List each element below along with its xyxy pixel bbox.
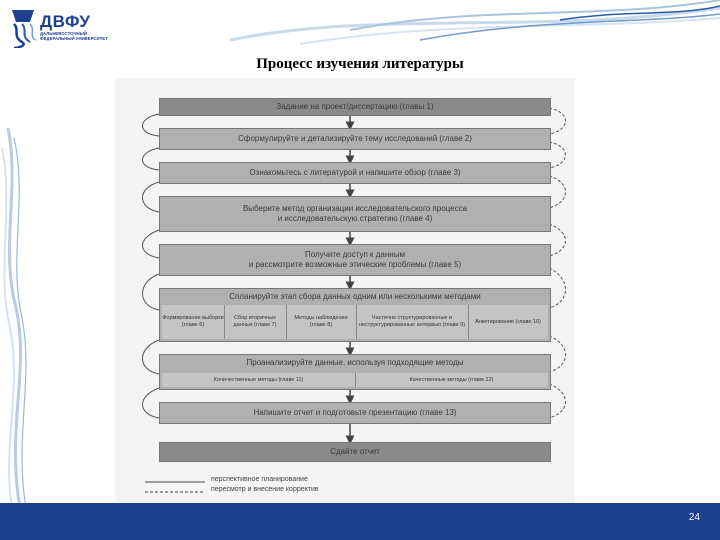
step-6-box: [159, 288, 551, 342]
page-number: 24: [688, 512, 700, 523]
method-sampling: Формирование выборки (главе 6): [162, 305, 225, 339]
step-7-box: [159, 354, 551, 390]
step-6-label: Спланируйте этап сбора данных одним или несколькими методами: [229, 292, 481, 301]
step-3-label: Ознакомьтесь с литературой и напишите обзор (главе 3): [249, 168, 461, 177]
step-4-label-line2: и исследовательскую стратегию (главе 4): [277, 214, 433, 223]
left-wave-decoration: [0, 128, 40, 508]
method-interviews: Частично структурированные и неструктурированные интервью (главе 9): [356, 305, 469, 339]
step-2-box: [159, 128, 551, 150]
slide-title: Процесс изучения литературы: [256, 56, 464, 72]
step-8-box: [159, 402, 551, 424]
analysis-row: [162, 373, 548, 387]
legend-revision: пересмотр и внесение корректив: [211, 486, 319, 493]
footer-bar: [0, 503, 720, 540]
step-4-label-line1: Выберите метод организации исследовательского процесса: [242, 204, 468, 213]
step-9-label: Сдайте отчет: [330, 447, 380, 456]
literature-process-diagram: [115, 78, 575, 510]
step-5-box: [159, 244, 551, 276]
legend-planning: перспективное планирование: [211, 476, 308, 483]
step-1-label: Задание на проект/диссертацию (главы 1): [276, 102, 434, 111]
university-logo: [6, 6, 116, 50]
analysis-qualitative: Качественные методы (главе 12): [409, 376, 494, 383]
logo-name: ДВФУ: [40, 12, 91, 31]
step-5-label-line2: и рассмотрите возможные этические проблемы (главе 5): [248, 260, 462, 269]
step-9-box: [159, 442, 551, 462]
step-7-label: Проанализируйте данные, используя подходящие методы: [246, 358, 464, 367]
logo-subtitle: ДАЛЬНЕВОСТОЧНЫЙ ФЕДЕРАЛЬНЫЙ УНИВЕРСИТЕТ: [40, 31, 108, 41]
step-2-label: Сформулируйте и детализируйте тему исследований (главе 2): [238, 134, 472, 143]
method-secondary-data: Сбор вторичных данных (главе 7): [224, 305, 287, 339]
analysis-quantitative: Количественные методы (главе 11): [162, 373, 356, 387]
methods-row: [162, 305, 548, 339]
method-survey: Анкетирование (главе 10): [475, 318, 541, 325]
logo-emblem-icon: [8, 8, 38, 48]
step-3-box: [159, 162, 551, 184]
step-1-box: [159, 98, 551, 116]
step-5-label-line1: Получите доступ к данным: [305, 250, 405, 259]
step-8-label: Напишите отчет и подготовьте презентацию (главе 13): [253, 408, 457, 417]
method-observation: Методы наблюдения (главе 8): [286, 305, 357, 339]
step-4-box: [159, 196, 551, 232]
